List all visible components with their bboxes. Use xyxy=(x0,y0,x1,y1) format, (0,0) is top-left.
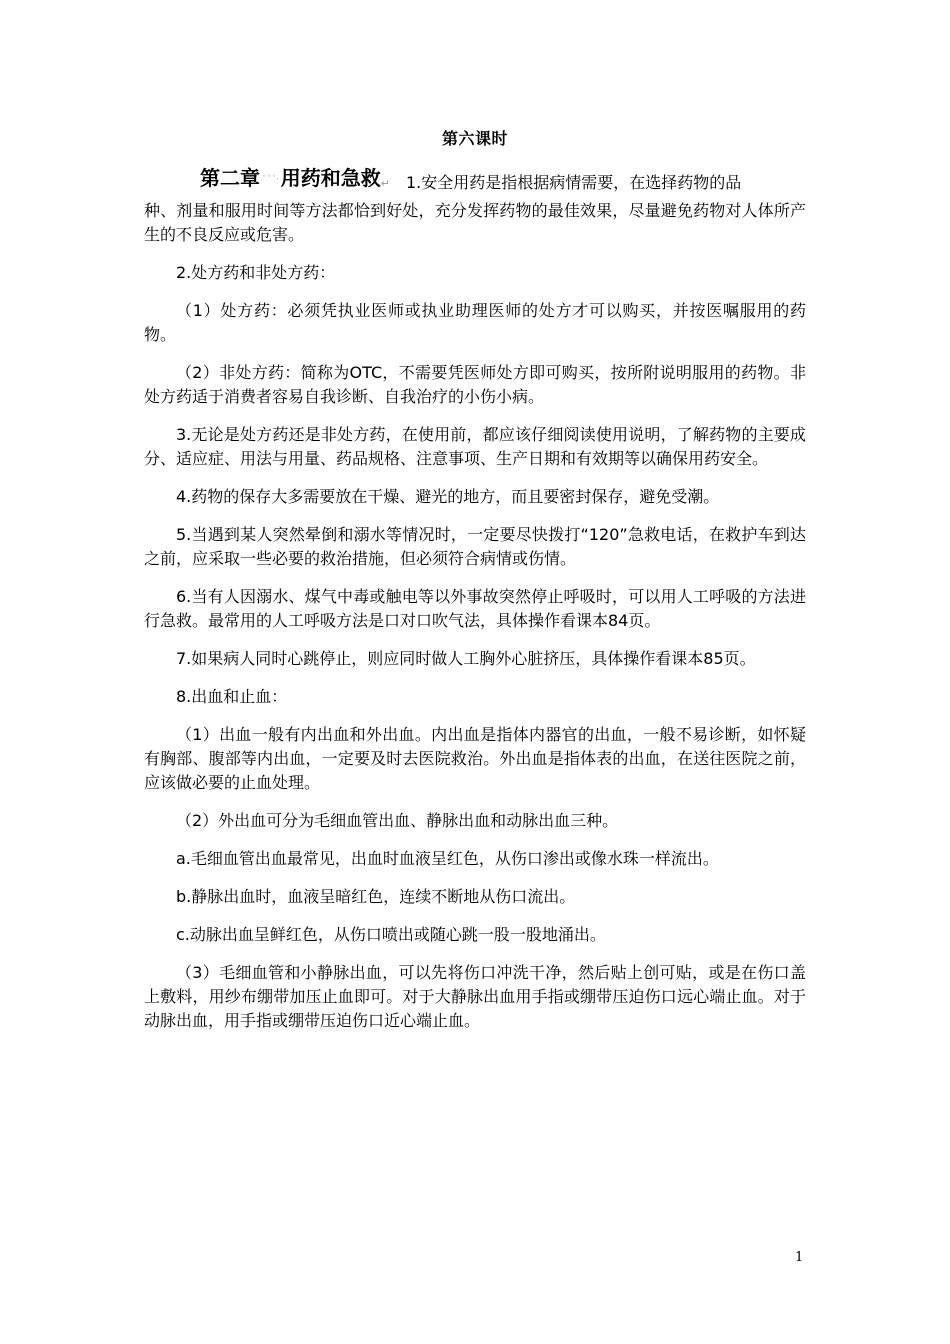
paragraph-2-2: （2）非处方药：简称为OTC，不需要凭医师处方即可购买，按所附说明服用的药物。非处方药适于消费者容易自我诊断、自我治疗的小伤小病。 xyxy=(144,363,806,406)
page-title: 第六课时 xyxy=(441,129,508,148)
first-point-start: 1.安全用药是指根据病情需要，在选择药物的品 xyxy=(406,173,742,192)
paragraph-8-2-a: a.毛细血管出血最常见，出血时血液呈红色，从伤口渗出或像水珠一样流出。 xyxy=(176,849,719,868)
paragraph-8: 8.出血和止血： xyxy=(176,687,288,706)
paragraph-7: 7.如果病人同时心跳停止，则应同时做人工胸外心脏挤压，具体操作看课本85页。 xyxy=(176,649,756,668)
paragraph-4: 4.药物的保存大多需要放在干燥、避光的地方，而且要密封保存，避免受潮。 xyxy=(176,487,720,506)
paragraph-2: 2.处方药和非处方药： xyxy=(176,263,336,282)
paragraph-2-1: （1）处方药：必须凭执业医师或执业助理医师的处方才可以购买，并按医嘱服用的药物。 xyxy=(144,301,806,344)
paragraph-6: 6.当有人因溺水、煤气中毒或触电等以外事故突然停止呼吸时，可以用人工呼吸的方法进行急救。最常用的人工呼吸方法是口对口吹气法，具体操作看课本84页。 xyxy=(144,587,806,630)
first-point-continuation: 种、剂量和服用时间等方法都恰到好处，充分发挥药物的最佳效果，尽量避免药物对人体所产生的不良反应或危害。 xyxy=(144,201,806,244)
page-number: 1 xyxy=(795,1250,804,1265)
chapter-heading xyxy=(200,165,390,196)
paragraph-8-1: （1）出血一般有内出血和外出血。内出血是指体内器官的出血，一般不易诊断，如怀疑有胸部、腹部等内出血，一定要及时去医院救治。外出血是指体表的出血，在送往医院之前，应该做必要的止血处理。 xyxy=(144,725,806,792)
chapter-mark: ◦◦◦. xyxy=(262,172,279,181)
paragraph-8-3: （3）毛细血管和小静脉出血，可以先将伤口冲洗干净，然后贴上创可贴，或是在伤口盖上敷料，用纱布绷带加压止血即可。对于大静脉出血用手指或绷带压迫伤口远心端止血。对于动脉出血，用手指或绷带压迫伤口近心端止血。 xyxy=(144,963,806,1030)
document-body xyxy=(144,165,806,1047)
chapter-heading-line xyxy=(144,165,806,199)
paragraph-return-mark: ↵ xyxy=(380,177,390,190)
paragraph-5: 5.当遇到某人突然晕倒和溺水等情况时，一定要尽快拨打“120”急救电话，在救护车到达之前，应采取一些必要的救治措施，但必须符合病情或伤情。 xyxy=(144,525,806,568)
paragraph-8-2-b: b.静脉出血时，血液呈暗红色，连续不断地从伤口流出。 xyxy=(176,887,576,906)
paragraph-3: 3.无论是处方药还是非处方药，在使用前，都应该仔细阅读使用说明，了解药物的主要成分、适应症、用法与用量、药品规格、注意事项、生产日期和有效期等以确保用药安全。 xyxy=(144,425,806,468)
paragraph-8-2: （2）外出血可分为毛细血管出血、静脉出血和动脉出血三种。 xyxy=(176,811,619,830)
chapter-title: 第二章 xyxy=(200,166,260,190)
paragraph-8-2-c: c.动脉出血呈鲜红色，从伤口喷出或随心跳一股一股地涌出。 xyxy=(176,925,606,944)
chapter-subtitle: 用药和急救 xyxy=(280,166,381,190)
